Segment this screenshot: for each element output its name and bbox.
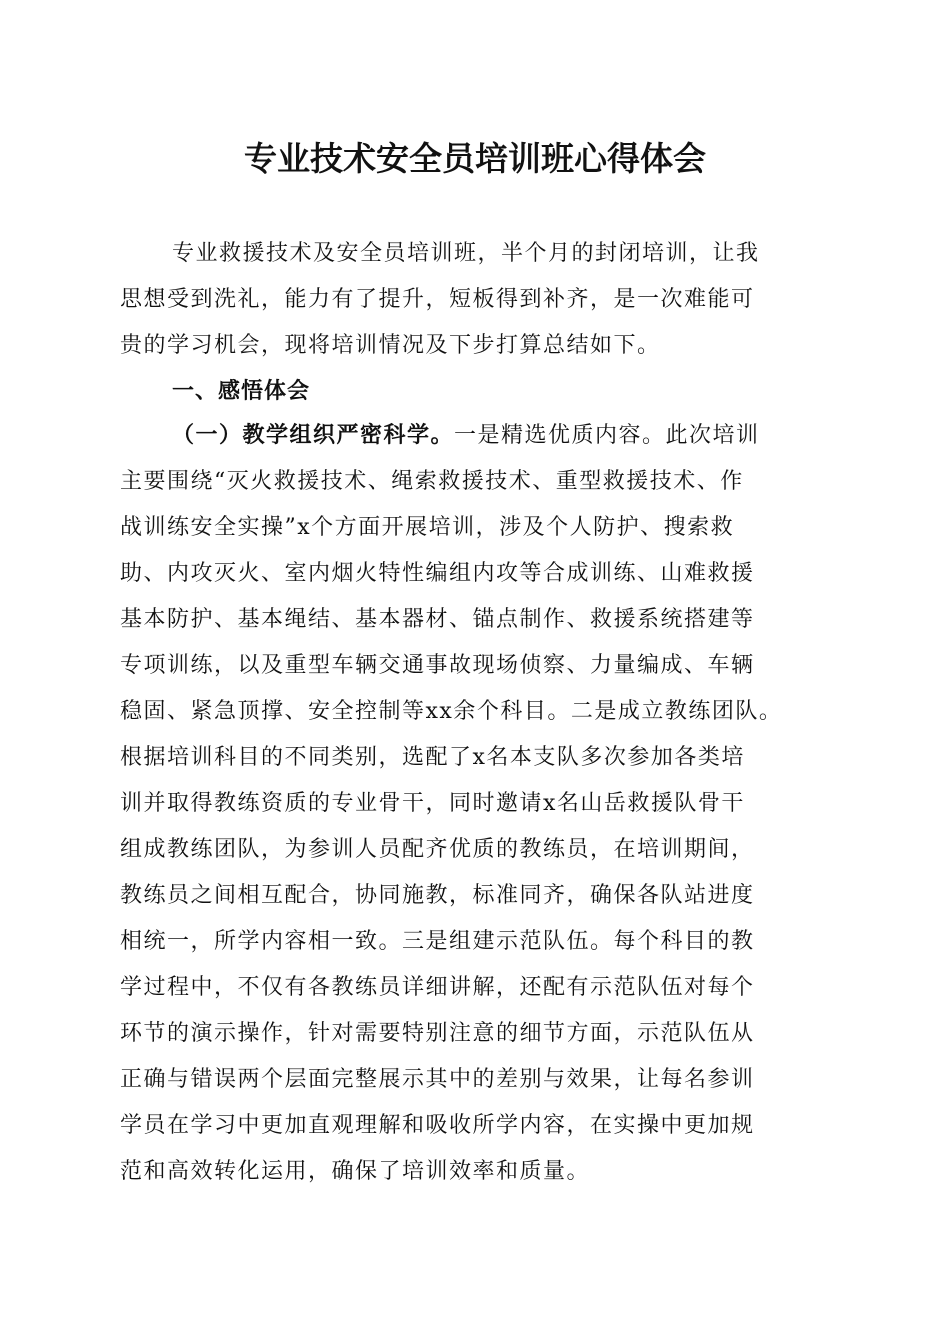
- body-line: 训并取得教练资质的专业骨干，同时邀请x名山岳救援队骨干: [120, 791, 745, 816]
- body-line: 主要围绕“灭火救援技术、绳索救援技术、重型救援技术、作: [120, 469, 744, 494]
- body-line: 教练员之间相互配合，协同施教，标准同齐，确保各队站进度: [120, 883, 755, 908]
- body-line: 战训练安全实操”x个方面开展培训，涉及个人防护、搜索救: [120, 515, 735, 540]
- body-line: 学员在学习中更加直观理解和吸收所学内容，在实操中更加规: [120, 1113, 755, 1138]
- body-line: 专项训练，以及重型车辆交通事故现场侦察、力量编成、车辆: [120, 653, 755, 678]
- subsection-first-line: [172, 421, 760, 451]
- body-line: 助、内攻灭火、室内烟火特性编组内攻等合成训练、山难救援: [120, 561, 755, 586]
- document-title: 专业技术安全员培训班心得体会: [244, 139, 706, 178]
- body-line: 根据培训科目的不同类别，选配了x名本支队多次参加各类培: [120, 745, 745, 770]
- subsection-lead: （一）教学组织严密科学。: [172, 423, 455, 448]
- body-line: 稳固、紧急顶撑、安全控制等xx余个科目。二是成立教练团队。: [120, 699, 783, 724]
- subsection-first-rest: 一是精选优质内容。此次培训: [454, 423, 760, 448]
- body-line: 相统一，所学内容相一致。三是组建示范队伍。每个科目的教: [120, 929, 755, 954]
- section-heading: 一、感悟体会: [172, 379, 311, 404]
- body-line: 环节的演示操作，针对需要特别注意的细节方面，示范队伍从: [120, 1021, 755, 1046]
- intro-line: 贵的学习机会，现将培训情况及下步打算总结如下。: [120, 333, 661, 358]
- intro-line: 专业救援技术及安全员培训班，半个月的封闭培训，让我: [172, 241, 760, 266]
- body-line: 正确与错误两个层面完整展示其中的差别与效果，让每名参训: [120, 1067, 755, 1092]
- body-line: 基本防护、基本绳结、基本器材、锚点制作、救援系统搭建等: [120, 607, 755, 632]
- intro-line: 思想受到洗礼，能力有了提升，短板得到补齐，是一次难能可: [120, 287, 755, 312]
- body-line: 学过程中，不仅有各教练员详细讲解，还配有示范队伍对每个: [120, 975, 755, 1000]
- body-line: 组成教练团队，为参训人员配齐优质的教练员，在培训期间，: [120, 837, 755, 862]
- body-line: 范和高效转化运用，确保了培训效率和质量。: [120, 1159, 591, 1184]
